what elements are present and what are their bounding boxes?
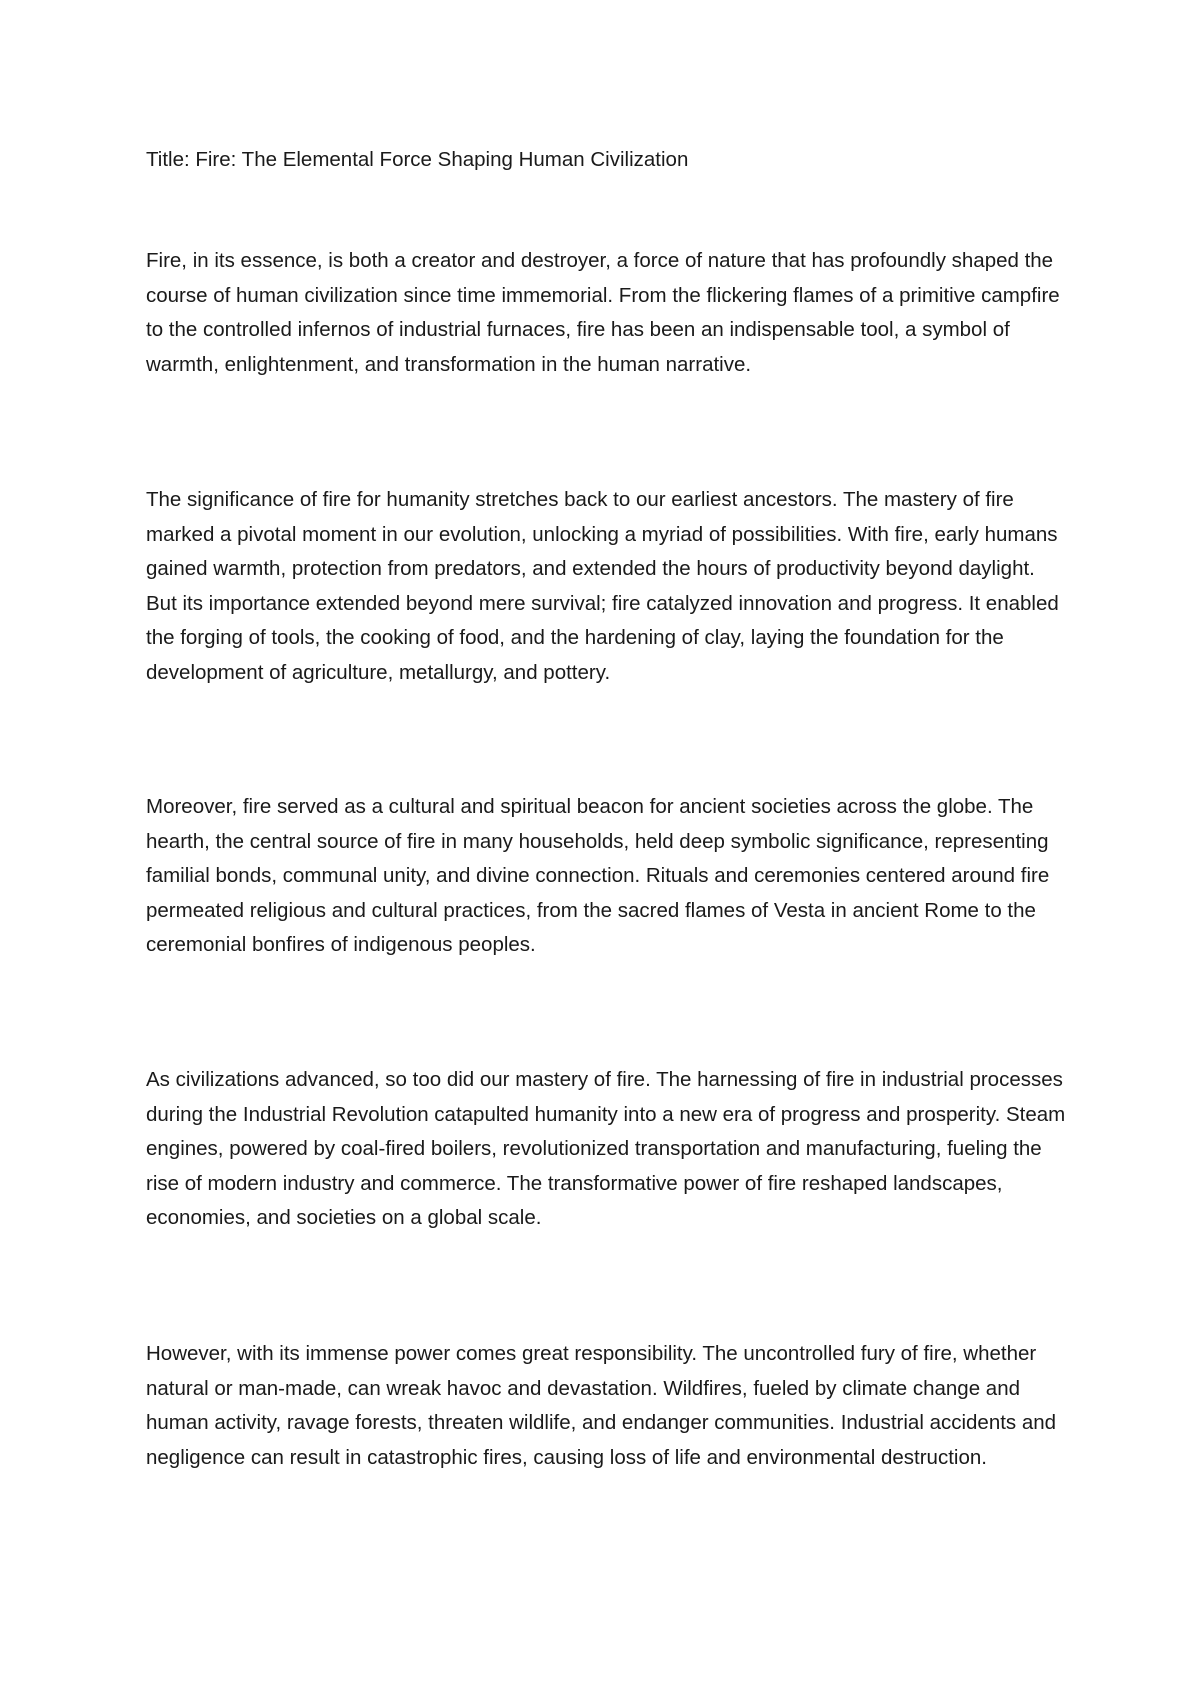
paragraph-culture: Moreover, fire served as a cultural and spiritual beacon for ancient societies across the globe. The hearth, the central source of fire in many households, held deep symbolic significance, representing familial bonds, communal unity, and divine connection. Rituals and ceremonies centered around fire permeated religious and cultural practices, from the sacred flames of Vesta in ancient Rome to the ceremonial bonfires of indigenous peoples. [146, 795, 1050, 957]
paragraph-intro: Fire, in its essence, is both a creator and destroyer, a force of nature that has profoundly shaped the course of human civilization since time immemorial. From the flickering flames of a primitive campfire to the controlled infernos of industrial furnaces, fire has been an indispensable tool, a symbol of warmth, enlightenment, and transformation in the human narrative. [146, 249, 1060, 376]
document-title: Title: Fire: The Elemental Force Shaping Human Civilization [146, 148, 689, 171]
paragraph-responsibility: However, with its immense power comes great responsibility. The uncontrolled fury of fire, whether natural or man-made, can wreak havoc and devastation. Wildfires, fueled by climate change and human activity, ravage forests, threaten wildlife, and endanger communities. Industrial accidents and negligence can result in catastrophic fires, causing loss of life and environmental destruction. [146, 1342, 1057, 1469]
paragraph-industry: As civilizations advanced, so too did our mastery of fire. The harnessing of fire in industrial processes during the Industrial Revolution catapulted humanity into a new era of progress and prosperity. Steam engines, powered by coal-fired boilers, revolutionized transportation and manufacturing, fueling the rise of modern industry and commerce. The transformative power of fire reshaped landscapes, economies, and societies on a global scale. [146, 1068, 1066, 1230]
paragraph-ancestors: The significance of fire for humanity stretches back to our earliest ancestors. The mastery of fire marked a pivotal moment in our evolution, unlocking a myriad of possibilities. With fire, early humans gained warmth, protection from predators, and extended the hours of productivity beyond daylight. But its importance extended beyond mere survival; fire catalyzed innovation and progress. It enabled the forging of tools, the cooking of food, and the hardening of clay, laying the foundation for the development of agriculture, metallurgy, and pottery. [146, 488, 1059, 684]
